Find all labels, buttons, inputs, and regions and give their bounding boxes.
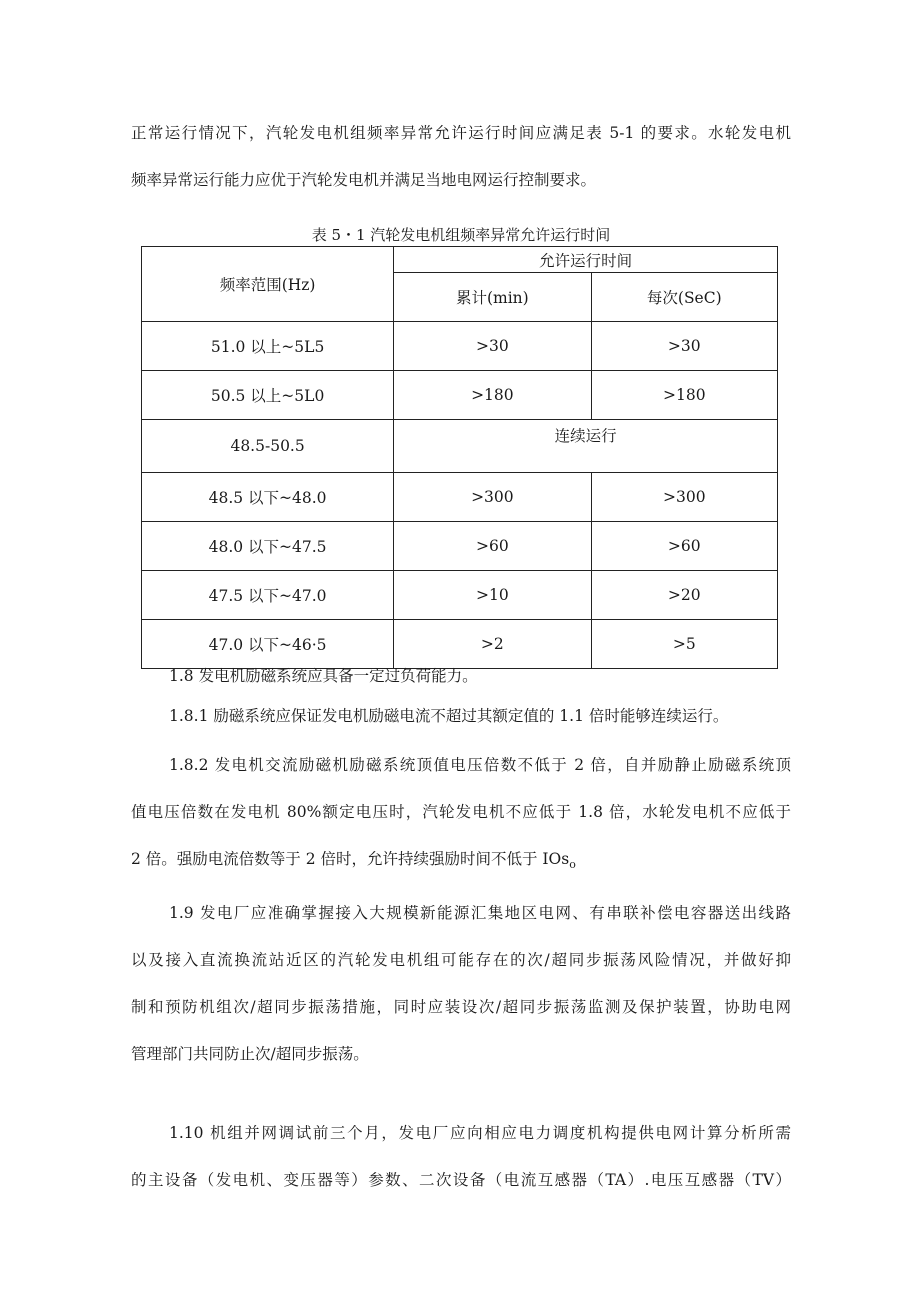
- table-caption: 表 5・1 汽轮发电机组频率异常允许运行时间: [311, 226, 611, 244]
- text-line: 正常运行情况下，汽轮发电机组频率异常允许运行时间应满足表 5-1 的要求。水轮发电机: [131, 124, 791, 142]
- table-row: [142, 571, 778, 620]
- text-subscript: o: [569, 858, 576, 872]
- text-line: 1.9 发电厂应准确掌握接入大规模新能源汇集地区电网、有串联补偿电容器送出线路: [169, 904, 791, 922]
- text-line: 管理部门共同防止次/超同步振荡。: [131, 1045, 369, 1063]
- cell-cumulative: >180: [394, 371, 591, 420]
- section-1-8-2: [131, 742, 791, 888]
- text-line: 制和预防机组次/超同步振荡措施，同时应装设次/超同步振荡监测及保护装置，协助电网: [131, 998, 791, 1016]
- cell-each: >30: [591, 322, 777, 371]
- cell-each: >300: [591, 473, 777, 522]
- cell-range: 48.5-50.5: [142, 420, 394, 473]
- text-line: 的主设备（发电机、变压器等）参数、二次设备（电流互感器（TA）.电压互感器（TV）: [131, 1171, 791, 1189]
- cell-range: 51.0 以上~5L5: [142, 322, 394, 371]
- text-line: 1.8 发电机励磁系统应具备一定过负荷能力。: [169, 667, 478, 685]
- table-row: [142, 420, 778, 473]
- text-line-main: 2 倍。强励电流倍数等于 2 倍时，允许持续强励时间不低于 IOs: [131, 850, 570, 868]
- text-line: 以及接入直流换流站近区的汽轮发电机组可能存在的次/超同步振荡风险情况，并做好抑: [131, 951, 791, 969]
- cell-continuous: 连续运行: [394, 420, 778, 473]
- cell-cumulative: >30: [394, 322, 591, 371]
- frequency-table: [141, 246, 778, 669]
- cell-range: 48.0 以下~47.5: [142, 522, 394, 571]
- header-cumulative: 累计(min): [394, 273, 591, 322]
- table-row: [142, 322, 778, 371]
- intro-paragraph: [131, 110, 791, 204]
- cell-each: >180: [591, 371, 777, 420]
- text-line: [131, 836, 791, 888]
- cell-each: >5: [591, 620, 777, 669]
- cell-range: 50.5 以上~5L0: [142, 371, 394, 420]
- header-allowed-time: 允许运行时间: [394, 247, 778, 273]
- text-line: 1.10 机组并网调试前三个月，发电厂应向相应电力调度机构提供电网计算分析所需: [169, 1124, 791, 1142]
- header-frequency-range: 频率范围(Hz): [142, 247, 394, 322]
- text-line: 1.8.1 励磁系统应保证发电机励磁电流不超过其额定值的 1.1 倍时能够连续运行。: [169, 707, 729, 725]
- cell-range: 47.0 以下~46·5: [142, 620, 394, 669]
- cell-cumulative: >10: [394, 571, 591, 620]
- cell-range: 47.5 以下~47.0: [142, 571, 394, 620]
- table-row: [142, 371, 778, 420]
- section-1-9: [131, 890, 791, 1078]
- cell-cumulative: >60: [394, 522, 591, 571]
- section-1-10: [131, 1110, 791, 1204]
- cell-each: >60: [591, 522, 777, 571]
- text-line: 1.8.2 发电机交流励磁机励磁系统顶值电压倍数不低于 2 倍，自并励静止励磁系统顶: [169, 756, 791, 774]
- cell-range: 48.5 以下~48.0: [142, 473, 394, 522]
- text-line: 值电压倍数在发电机 80%额定电压时，汽轮发电机不应低于 1.8 倍，水轮发电机不应低于: [131, 803, 791, 821]
- table-row: [142, 522, 778, 571]
- section-1-8-1: [131, 693, 791, 740]
- header-each: 每次(SeC): [591, 273, 777, 322]
- cell-cumulative: >2: [394, 620, 591, 669]
- table-row: [142, 473, 778, 522]
- cell-cumulative: >300: [394, 473, 591, 522]
- text-line: 频率异常运行能力应优于汽轮发电机并满足当地电网运行控制要求。: [131, 171, 597, 189]
- cell-each: >20: [591, 571, 777, 620]
